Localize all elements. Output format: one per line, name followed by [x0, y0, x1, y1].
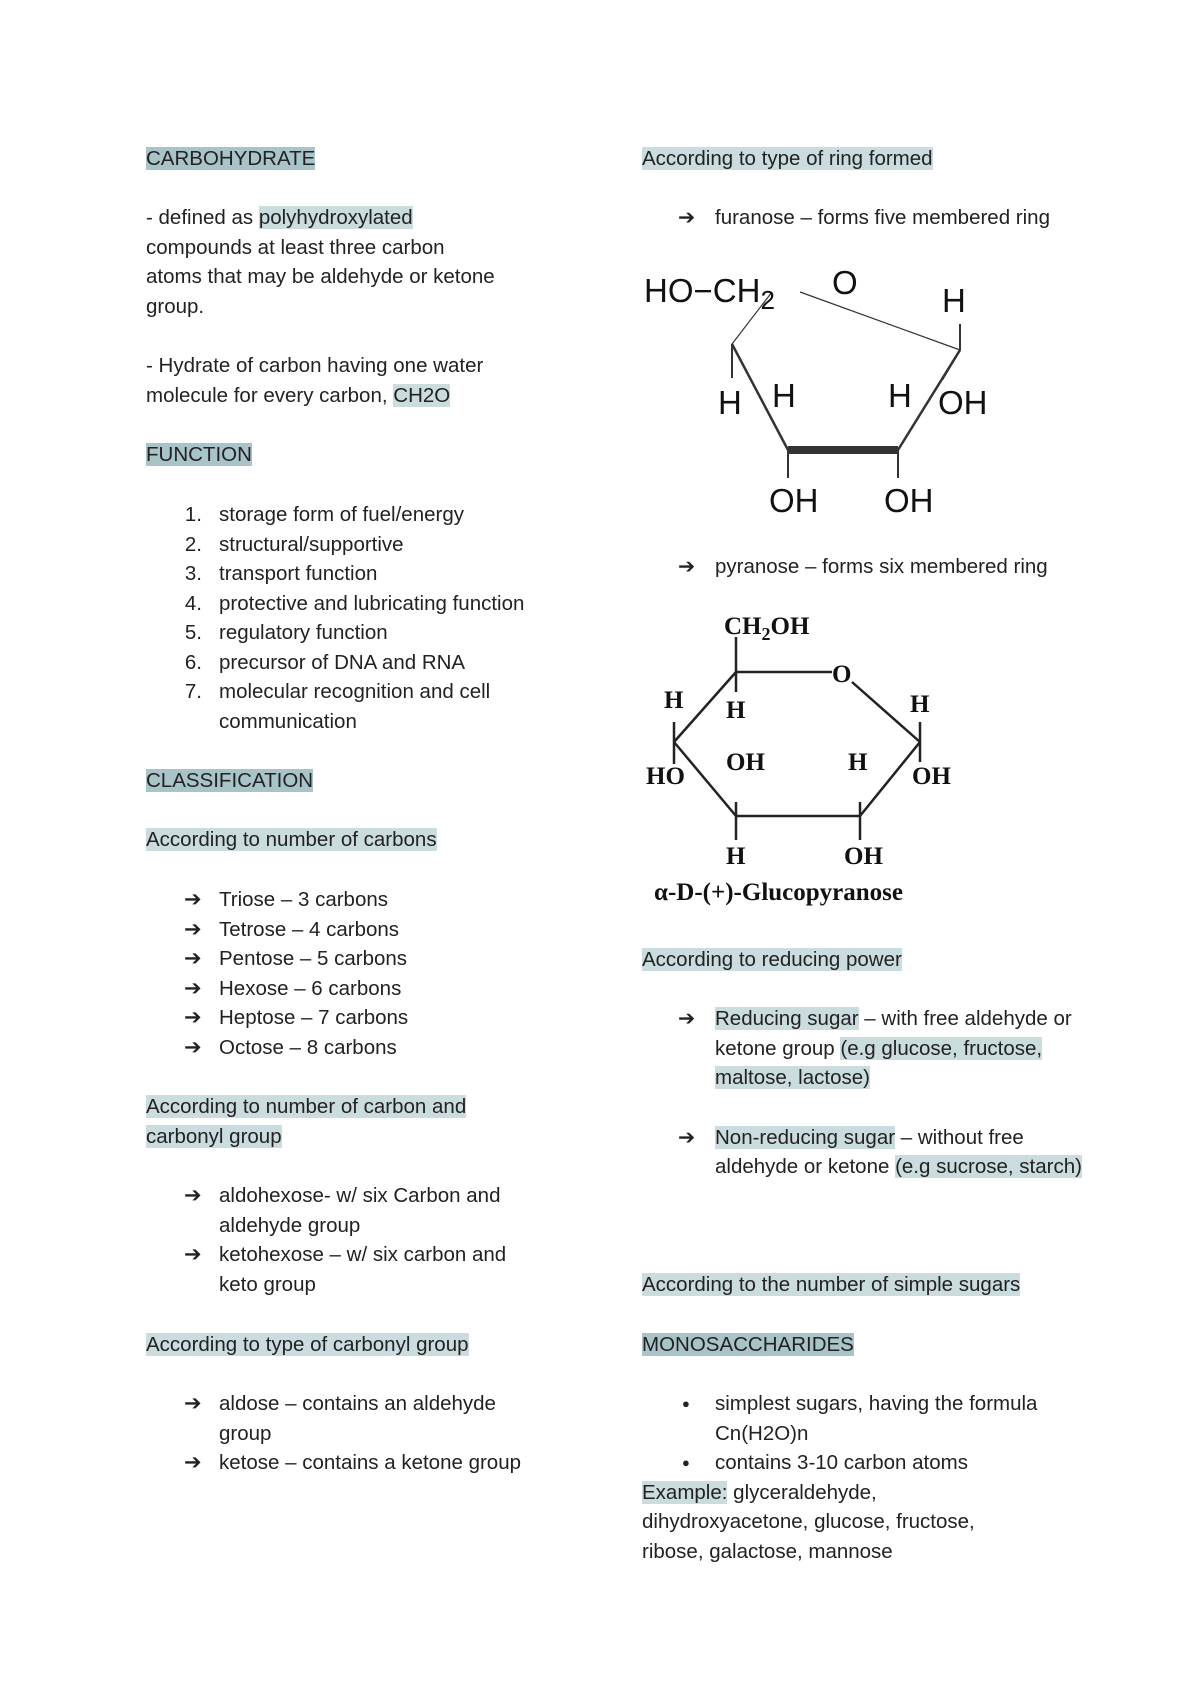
list-item: ➔ Hexose – 6 carbons: [184, 976, 402, 1000]
subheading-carbon-carbonyl: According to number of carbon and carbonyl group: [146, 1095, 467, 1148]
example-text: Example: glyceraldehyde, dihydroxyacetone, glucose, fructose, ribose, galactose, mannose: [642, 1480, 975, 1563]
subheading-reducing-power: According to reducing power: [642, 948, 902, 971]
pyranose-ring-oxygen: O: [832, 661, 852, 688]
list-item: ➔ Heptose – 7 carbons: [184, 1006, 409, 1029]
pyranose-h-c1: H: [726, 697, 746, 724]
list-item: ➔ Triose – 3 carbons: [184, 888, 389, 911]
carbons-list: [146, 885, 566, 1062]
list-item: ➔ Reducing sugar – with free aldehyde or ketone group (e.g glucose, fructose, maltose, lactose): [678, 1007, 1072, 1089]
list-item: 4. protective and lubricating function: [184, 591, 525, 615]
furanose-oh-right: OH: [938, 384, 988, 421]
pyranose-ch2oh-label: $CH_2OH$: [724, 613, 810, 644]
definition-2: - Hydrate of carbon having one water molecule for every carbon, CH2O: [146, 354, 484, 407]
furanose-oh-1: OH: [769, 482, 819, 519]
subheading-number-of-carbons: According to number of carbons: [146, 828, 437, 851]
furanose-h-3: H: [888, 377, 912, 414]
list-item: ➔ Octose – 8 carbons: [184, 1035, 397, 1059]
list-item: 2. structural/supportive: [184, 532, 404, 556]
furanose-hoch2-label: $HO-CH_2$: [644, 272, 775, 315]
furanose-structure: [642, 262, 1022, 522]
pyranose-caption: α-D-(+)-Glucopyranose: [654, 879, 903, 906]
pyranose-ho-left: HO: [646, 763, 685, 790]
list-item: ➔ Tetrose – 4 carbons: [184, 917, 400, 941]
heading-function: FUNCTION: [146, 443, 252, 466]
subheading-ring-type: According to type of ring formed: [642, 147, 933, 170]
heading-monosaccharides: MONOSACCHARIDES: [642, 1333, 854, 1356]
list-item: ➔ Pentose – 5 carbons: [184, 947, 408, 970]
carbonyl-list: [146, 1181, 566, 1299]
furanose-oh-2: OH: [884, 482, 934, 519]
list-item: 5. regulatory function: [184, 621, 388, 644]
pyranose-item: [642, 552, 1082, 582]
list-item: 3. transport function: [184, 562, 378, 585]
pyranose-h-mid: H: [848, 749, 868, 776]
pyranose-structure: [642, 612, 982, 910]
subheading-simple-sugars: According to the number of simple sugars: [642, 1273, 1021, 1296]
list-item: ➔ ketohexose – w/ six carbon and keto group: [184, 1243, 507, 1296]
list-item: ➔ Non-reducing sugar – without free aldehyde or ketone (e.g sucrose, starch): [678, 1125, 1082, 1178]
pyranose-oh-bottom: OH: [844, 843, 883, 870]
list-item: 6. precursor of DNA and RNA: [184, 650, 466, 674]
furanose-h-right: H: [942, 282, 966, 319]
pyranose-h-top-left: H: [664, 687, 684, 714]
type-list: [146, 1389, 566, 1478]
furanose-ring-oxygen: O: [832, 264, 858, 301]
furanose-h-2: H: [772, 377, 796, 414]
reducing-list: [642, 1004, 1082, 1182]
furanose-h-1: H: [718, 384, 742, 421]
list-item: ● contains 3-10 carbon atoms: [682, 1451, 968, 1474]
list-item: ➔ ketose – contains a ketone group: [184, 1451, 522, 1474]
pyranose-h-top-right: H: [910, 691, 930, 718]
subheading-type-carbonyl: According to type of carbonyl group: [146, 1333, 469, 1356]
pyranose-oh-mid: OH: [726, 749, 765, 776]
pyranose-oh-right: OH: [912, 763, 951, 790]
mono-list: [642, 1389, 1082, 1566]
list-item: ➔ furanose – forms five membered ring: [678, 206, 1050, 229]
list-item: ➔ aldohexose- w/ six Carbon and aldehyde group: [184, 1184, 501, 1237]
heading-carbohydrate: CARBOHYDRATE: [146, 147, 316, 170]
list-item: ● simplest sugars, having the formula Cn(H2O)n: [682, 1392, 1038, 1445]
pyranose-h-bottom: H: [726, 843, 746, 870]
list-item: ➔ aldose – contains an aldehyde group: [184, 1392, 496, 1445]
heading-classification: CLASSIFICATION: [146, 769, 314, 792]
list-item: 7. molecular recognition and cell communication: [184, 680, 491, 733]
function-list: [146, 500, 566, 736]
list-item: 1. storage form of fuel/energy: [184, 503, 464, 526]
furanose-item: [642, 203, 1082, 233]
definition-1: - defined as polyhydroxylated compounds at least three carbon atoms that may be aldehyde or ketone group.: [146, 206, 495, 318]
list-item: ➔ pyranose – forms six membered ring: [678, 555, 1048, 578]
